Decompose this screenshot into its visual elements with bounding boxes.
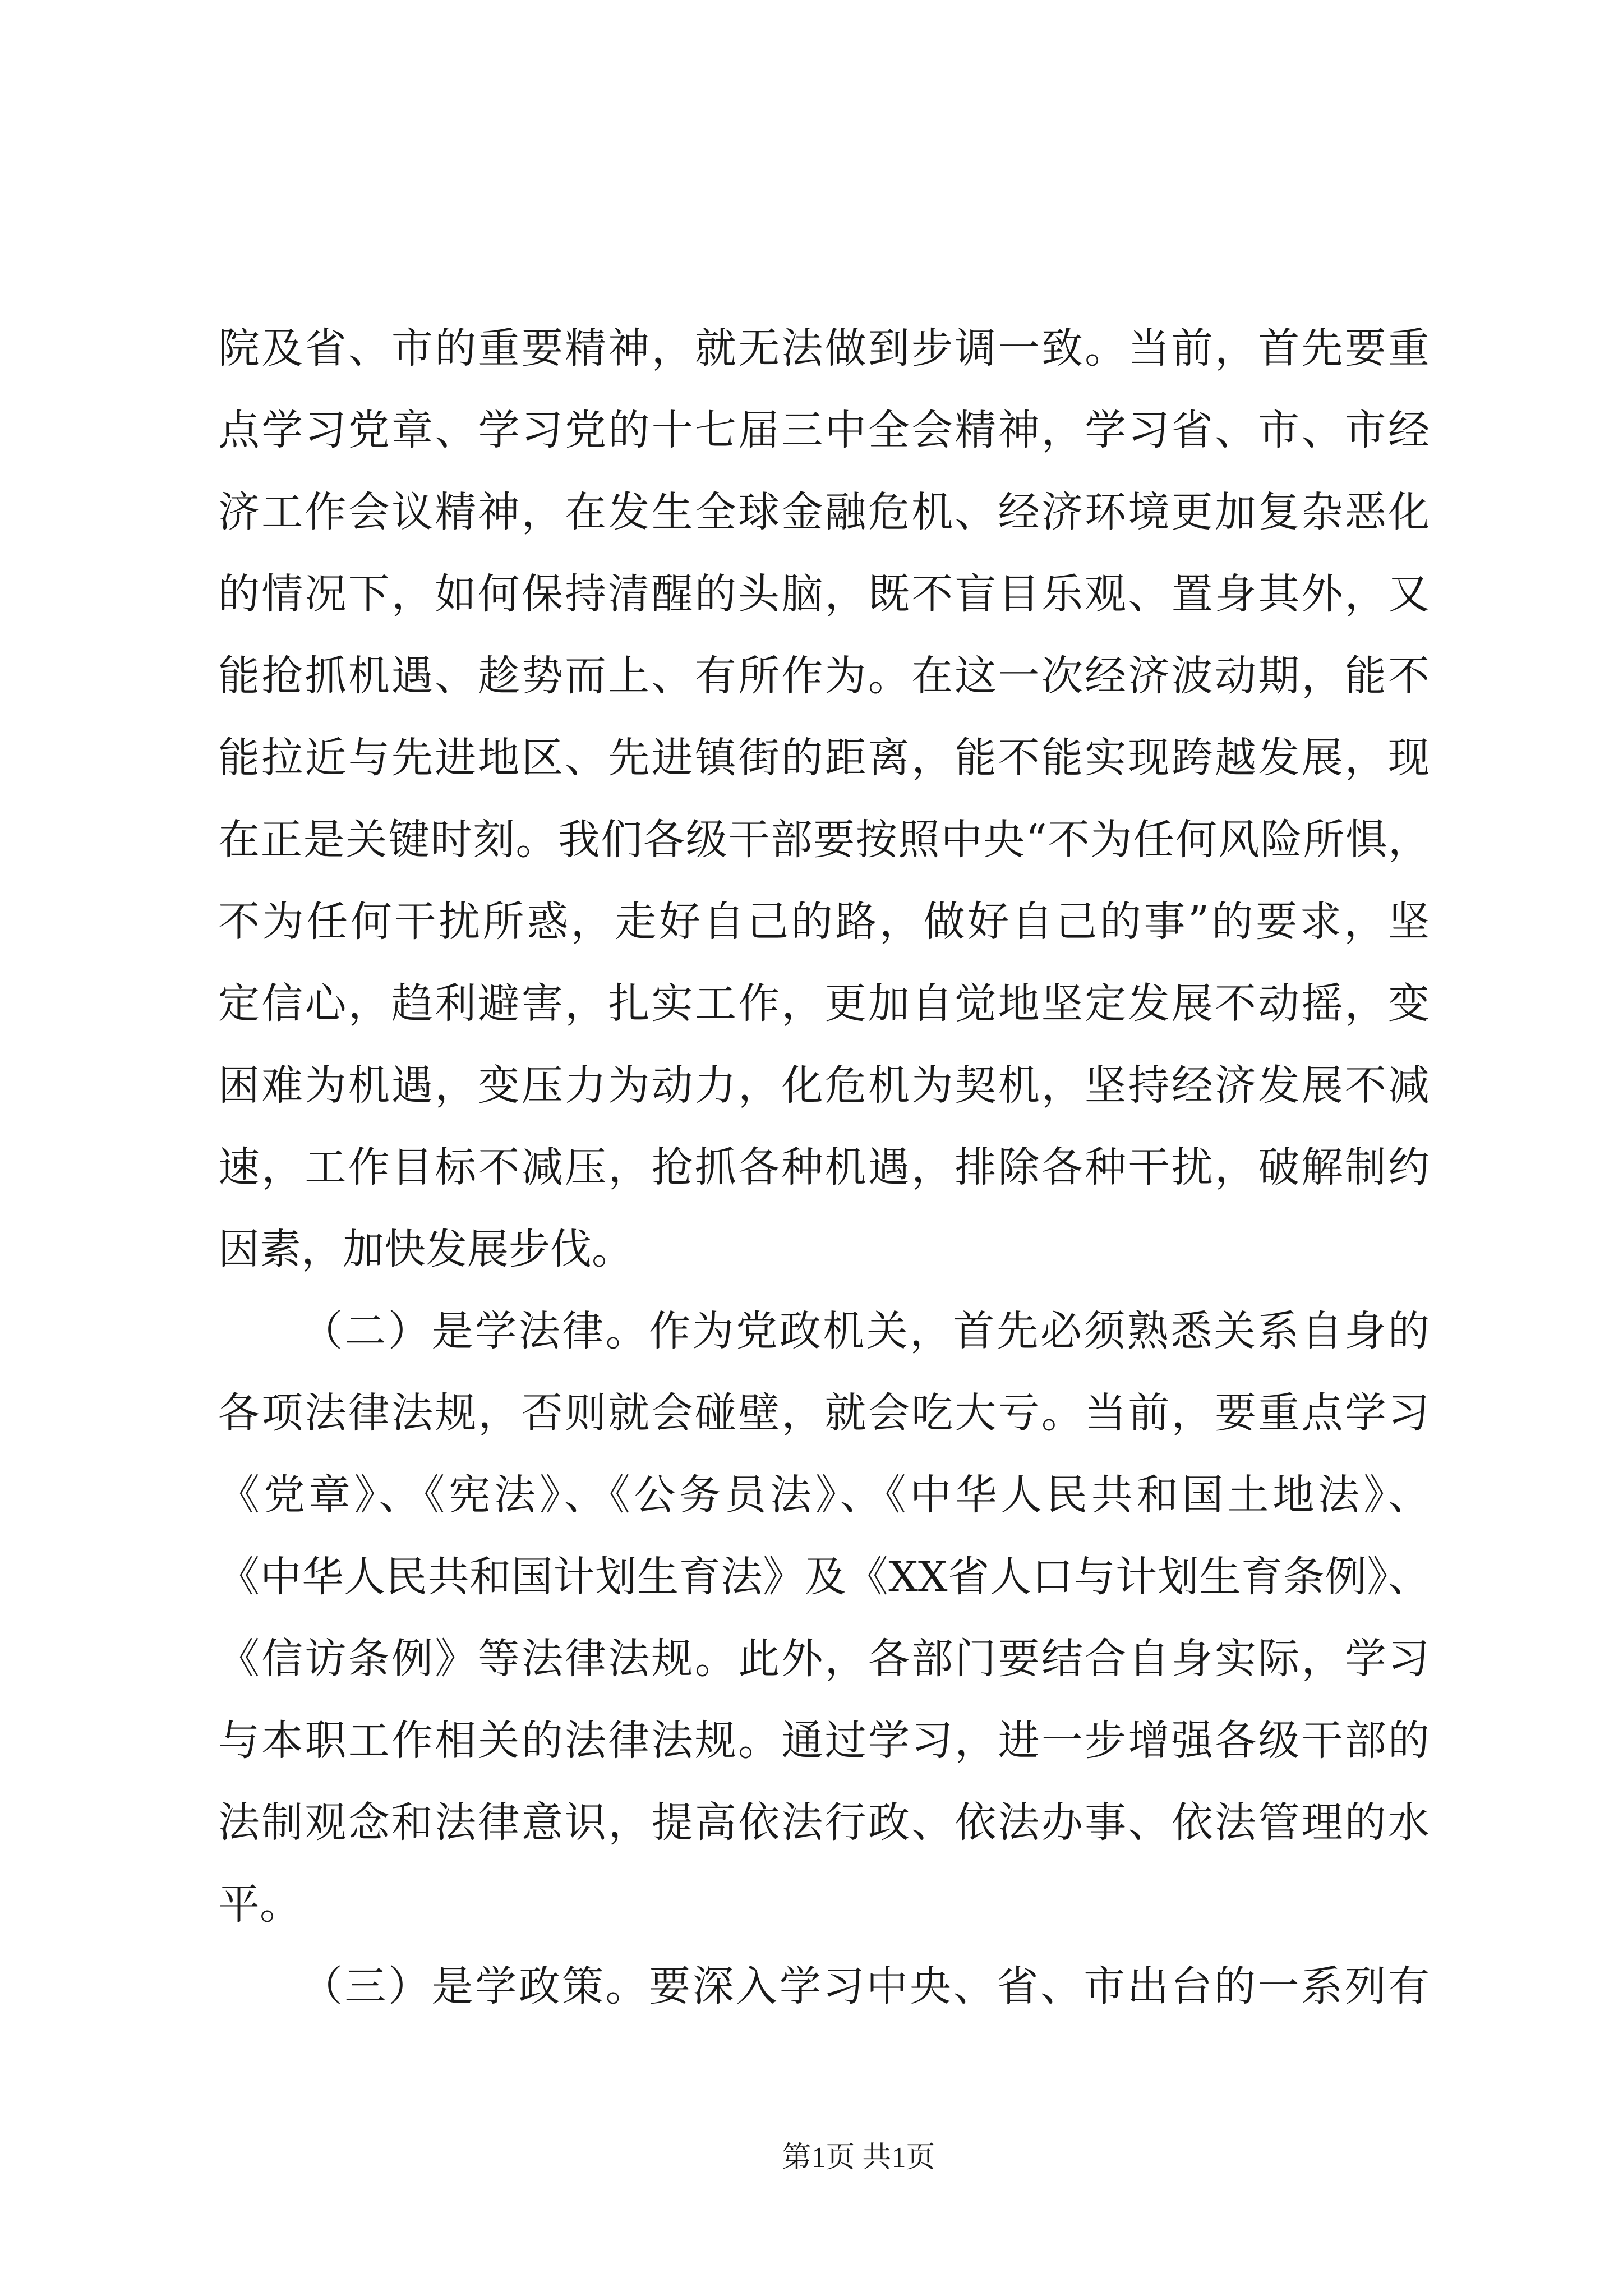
- text-line: 《信访条例》等法律法规。此外，各部门要结合自身实际，学习: [218, 1635, 1430, 1683]
- text-line: 院及省、市的重要精神，就无法做到步调一致。当前，首先要重: [218, 324, 1430, 372]
- paragraph-3: [218, 1945, 1430, 2027]
- text-line: （三）是学政策。要深入学习中央、省、市出台的一系列有: [301, 1962, 1430, 2010]
- text-line: 平。: [218, 1880, 301, 1929]
- text-line: 不为任何干扰所惑，走好自己的路，做好自己的事”的要求，坚: [218, 898, 1430, 946]
- text-line: 在正是关键时刻。我们各级干部要按照中央“不为任何风险所惧，: [218, 816, 1430, 864]
- paragraph-2: [218, 1290, 1430, 1945]
- text-line: 《中华人民共和国计划生育法》及《XX省人口与计划生育条例》、: [218, 1553, 1430, 1601]
- page-number: 第1页 共1页: [782, 2142, 935, 2174]
- text-line: 与本职工作相关的法律法规。通过学习，进一步增强各级干部的: [218, 1717, 1430, 1765]
- text-line: 能抢抓机遇、趁势而上、有所作为。在这一次经济波动期，能不: [218, 652, 1430, 700]
- text-line: 因素，加快发展步伐。: [218, 1225, 633, 1273]
- text-line: 点学习党章、学习党的十七届三中全会精神，学习省、市、市经: [218, 406, 1430, 454]
- text-line: 能拉近与先进地区、先进镇街的距离，能不能实现跨越发展，现: [218, 734, 1430, 782]
- text-line: 定信心，趋利避害，扎实工作，更加自觉地坚定发展不动摇，变: [218, 979, 1430, 1028]
- paragraph-1: [218, 307, 1430, 1290]
- text-line: 各项法律法规，否则就会碰壁，就会吃大亏。当前，要重点学习: [218, 1389, 1430, 1437]
- text-line: 济工作会议精神，在发生全球金融危机、经济环境更加复杂恶化: [218, 488, 1430, 536]
- text-line: 《党章》、《宪法》、《公务员法》、《中华人民共和国土地法》、: [218, 1471, 1430, 1519]
- body-text: [218, 307, 1430, 2027]
- text-line: 法制观念和法律意识，提高依法行政、依法办事、依法管理的水: [218, 1798, 1430, 1847]
- text-line: （二）是学法律。作为党政机关，首先必须熟悉关系自身的: [301, 1307, 1430, 1355]
- text-line: 的情况下，如何保持清醒的头脑，既不盲目乐观、置身其外，又: [218, 570, 1430, 618]
- text-line: 困难为机遇，变压力为动力，化危机为契机，坚持经济发展不减: [218, 1061, 1430, 1110]
- text-line: 速，工作目标不减压，抢抓各种机遇，排除各种干扰，破解制约: [218, 1143, 1430, 1191]
